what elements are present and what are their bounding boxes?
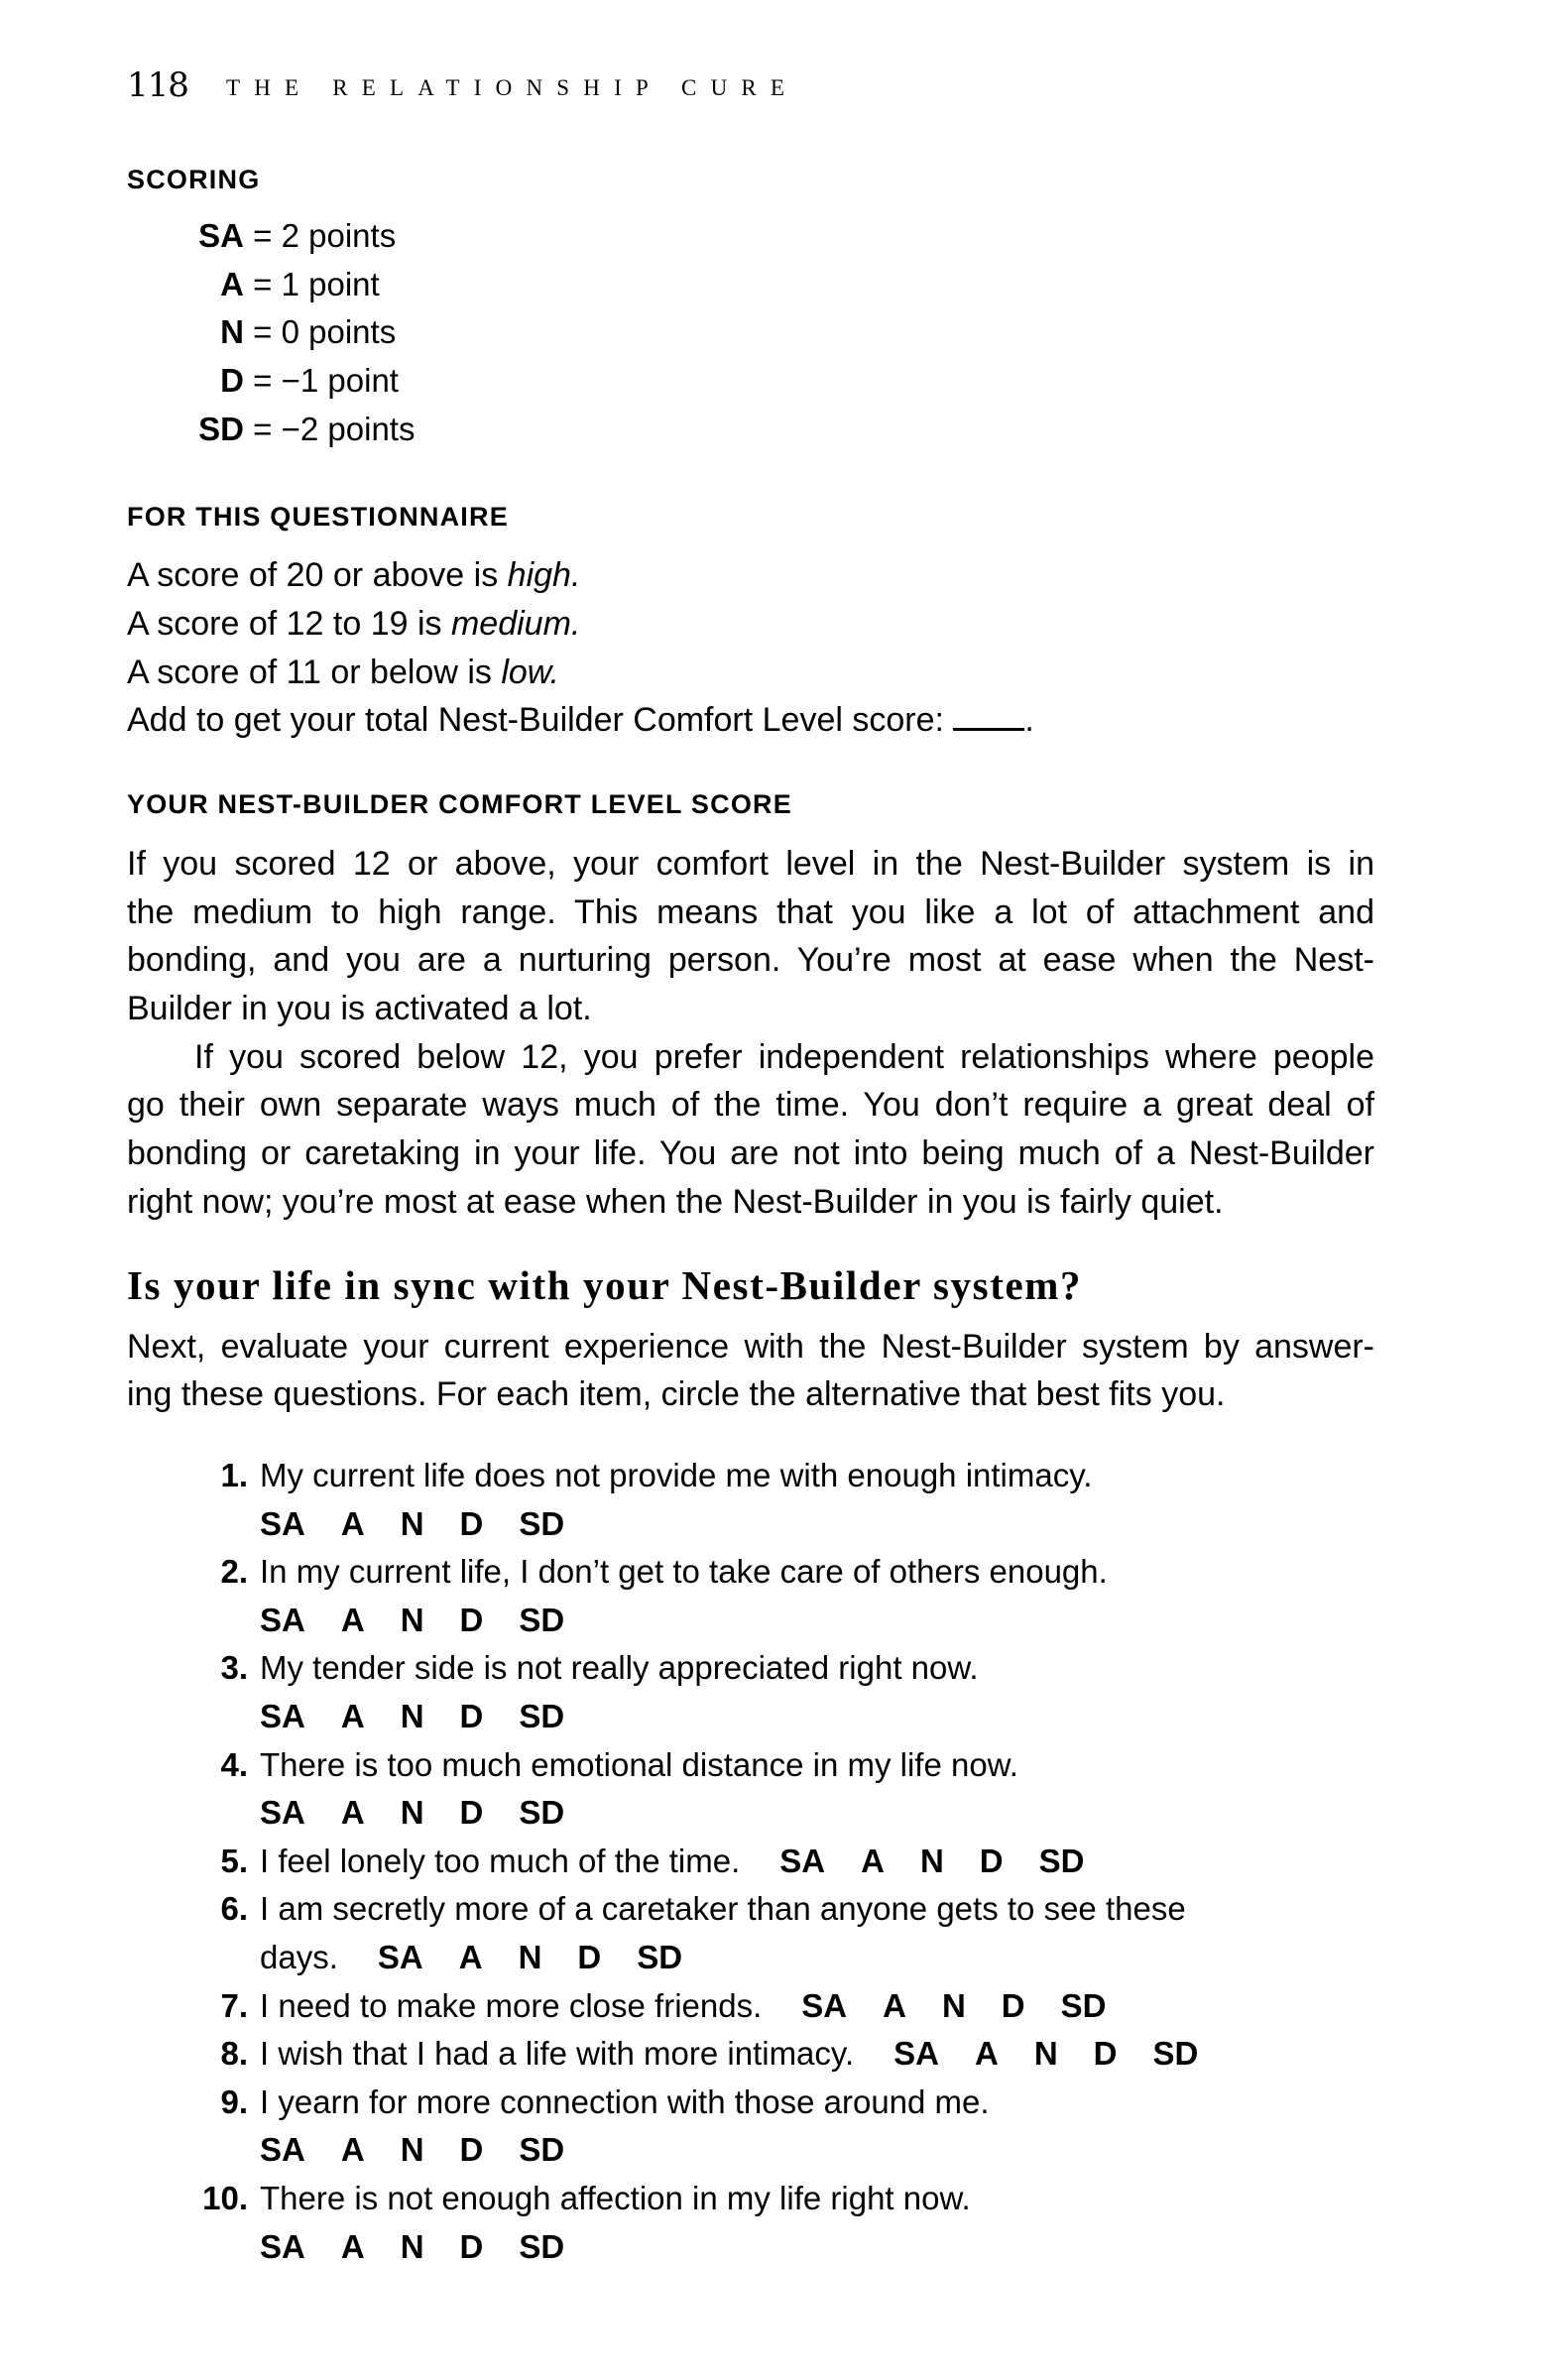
answer-option-sa[interactable]: SA xyxy=(801,1986,848,2024)
answer-option-sa[interactable]: SA xyxy=(260,1601,305,1638)
question-item xyxy=(260,1889,1186,1929)
answer-option-sa[interactable]: SA xyxy=(260,1504,305,1542)
score-level-text: A score of 11 or below is xyxy=(127,654,502,691)
scoring-row-sd xyxy=(127,410,415,449)
question-text: days. xyxy=(260,1939,338,1975)
answer-options xyxy=(260,1601,564,1640)
answer-option-d[interactable]: D xyxy=(459,1698,484,1734)
para1-line: If you scored 12 or above, your comfort level in the Nest-Builder system is in xyxy=(127,845,1374,883)
para2-line: go their own separate ways much of the time. You don’t require a great deal of xyxy=(127,1086,1374,1124)
question-item xyxy=(260,2034,1198,2074)
answer-option-sa[interactable]: SA xyxy=(779,1842,826,1879)
answer-option-d[interactable]: D xyxy=(459,2227,484,2265)
scoring-key: SD xyxy=(198,411,244,447)
answer-option-n[interactable]: N xyxy=(400,1601,424,1638)
para1-line: the medium to high range. This means that you like a lot of attachment and xyxy=(127,893,1374,931)
answer-options xyxy=(260,1793,564,1833)
answer-row xyxy=(260,2130,564,2170)
question-text: I wish that I had a life with more intimacy. xyxy=(260,2035,855,2073)
total-score-prompt: Add to get your total Nest-Builder Comfort Level score: xyxy=(127,701,944,739)
answer-row xyxy=(260,1793,564,1833)
answer-option-n[interactable]: N xyxy=(1033,2035,1058,2073)
question-number: 3. xyxy=(220,1649,248,1687)
answer-option-n[interactable]: N xyxy=(400,2227,424,2265)
para1-line: bonding, and you are a nurturing person. You’re most at ease when the Nest- xyxy=(127,941,1374,979)
question-text: My current life does not provide me with enough intimacy. xyxy=(260,1457,1093,1493)
answer-option-a[interactable]: A xyxy=(974,2035,999,2073)
answer-option-d[interactable]: D xyxy=(979,1842,1004,1879)
scoring-key: SA xyxy=(198,217,244,254)
answer-option-sd[interactable]: SD xyxy=(519,1794,565,1832)
page-number: 118 xyxy=(127,65,188,105)
scoring-row-a xyxy=(127,265,380,304)
answer-option-sa[interactable]: SA xyxy=(260,2131,305,2169)
answer-options xyxy=(801,1986,1106,2026)
question-text: My tender side is not really appreciated right now. xyxy=(260,1649,979,1687)
answer-row xyxy=(260,1504,564,1544)
question-text: There is not enough affection in my life right now. xyxy=(260,2180,971,2216)
answer-option-a[interactable]: A xyxy=(340,1794,365,1832)
score-level-high xyxy=(127,555,580,595)
answer-option-d[interactable]: D xyxy=(459,1504,484,1542)
question-number: 1. xyxy=(220,1457,248,1493)
answer-option-n[interactable]: N xyxy=(400,1794,424,1832)
answer-option-a[interactable]: A xyxy=(458,1939,483,1975)
answer-option-a[interactable]: A xyxy=(340,1504,365,1542)
answer-option-sd[interactable]: SD xyxy=(519,1698,565,1734)
answer-option-d[interactable]: D xyxy=(459,1601,484,1638)
answer-option-d[interactable]: D xyxy=(1001,1986,1025,2024)
scoring-value: = 0 points xyxy=(253,313,397,350)
score-level-medium xyxy=(127,604,580,644)
answer-option-a[interactable]: A xyxy=(883,1986,906,2024)
question-item xyxy=(260,2082,990,2122)
answer-option-a[interactable]: A xyxy=(340,1601,365,1638)
para2-line: If you scored below 12, you prefer independent relationships where people xyxy=(194,1038,1374,1076)
total-score-line xyxy=(127,700,1034,740)
para2-line: right now; you’re most at ease when the Nest-Builder in you is fairly quiet. xyxy=(127,1183,1224,1221)
total-score-period: . xyxy=(1024,701,1034,739)
answer-option-sa[interactable]: SA xyxy=(260,2227,305,2265)
question-number: 4. xyxy=(220,1745,248,1783)
answer-option-sa[interactable]: SA xyxy=(260,1794,305,1832)
answer-row xyxy=(260,1697,564,1736)
question-item xyxy=(260,1842,1084,1881)
scoring-value: = −2 points xyxy=(253,411,416,447)
question-number: 10. xyxy=(202,2180,248,2216)
question-text: I am secretly more of a caretaker than anyone gets to see these xyxy=(260,1890,1186,1928)
scoring-key: A xyxy=(220,266,244,302)
para1-line: Builder in you is activated a lot. xyxy=(127,990,592,1027)
answer-option-n[interactable]: N xyxy=(518,1939,542,1975)
scoring-heading: SCORING xyxy=(127,165,261,194)
answer-option-sd[interactable]: SD xyxy=(1152,2035,1199,2073)
answer-row xyxy=(260,1601,564,1640)
answer-option-a[interactable]: A xyxy=(340,1698,365,1734)
answer-option-sd[interactable]: SD xyxy=(519,1601,565,1638)
score-level-text: A score of 20 or above is xyxy=(127,556,508,594)
answer-option-n[interactable]: N xyxy=(400,2131,424,2169)
question-text: I need to make more close friends. xyxy=(260,1986,763,2024)
question-item xyxy=(260,1552,1108,1592)
answer-options xyxy=(260,1697,564,1736)
scoring-value: = 2 points xyxy=(253,217,397,254)
score-level-label: low. xyxy=(501,654,559,691)
question-text: I yearn for more connection with those around me. xyxy=(260,2082,990,2120)
answer-option-d[interactable]: D xyxy=(1093,2035,1118,2073)
scoring-value: = 1 point xyxy=(253,266,380,302)
question-item-continuation xyxy=(260,1938,682,1977)
score-level-text: A score of 12 to 19 is xyxy=(127,605,451,643)
question-text: I feel lonely too much of the time. xyxy=(260,1842,741,1879)
answer-option-n[interactable]: N xyxy=(400,1504,424,1542)
scoring-value: = −1 point xyxy=(253,362,399,399)
question-text: In my current life, I don’t get to take care of others enough. xyxy=(260,1553,1108,1591)
scoring-row-n xyxy=(127,312,396,352)
question-item xyxy=(260,2179,971,2218)
question-number: 9. xyxy=(220,2082,248,2120)
question-number: 5. xyxy=(220,1842,248,1879)
question-number: 8. xyxy=(220,2035,248,2073)
score-level-low xyxy=(127,653,559,692)
total-score-blank-field[interactable] xyxy=(953,700,1024,731)
scoring-row-d xyxy=(127,361,399,401)
book-title: THE RELATIONSHIP CURE xyxy=(226,75,799,100)
answer-option-sa[interactable]: SA xyxy=(260,1698,305,1734)
intro-line: Next, evaluate your current experience with the Nest-Builder system by answer- xyxy=(127,1328,1374,1366)
intro-line: ing these questions. For each item, circle the alternative that best fits you. xyxy=(127,1375,1226,1413)
answer-option-sd[interactable]: SD xyxy=(1038,1842,1085,1879)
answer-option-a[interactable]: A xyxy=(340,2131,365,2169)
section-heading: Is your life in sync with your Nest-Builder system? xyxy=(127,1262,1083,1308)
question-number: 7. xyxy=(220,1986,248,2024)
para2-line: bonding or caretaking in your life. You are not into being much of a Nest-Builder xyxy=(127,1134,1374,1172)
answer-option-n[interactable]: N xyxy=(919,1842,944,1879)
question-number: 2. xyxy=(220,1553,248,1591)
answer-option-sa[interactable]: SA xyxy=(893,2035,939,2073)
answer-option-sd[interactable]: SD xyxy=(637,1939,683,1975)
answer-option-n[interactable]: N xyxy=(400,1698,424,1734)
question-number: 6. xyxy=(220,1890,248,1928)
answer-option-sd[interactable]: SD xyxy=(519,2131,565,2169)
scoring-row-sa xyxy=(127,216,396,256)
answer-options xyxy=(378,1938,682,1977)
question-text: There is too much emotional distance in my life now. xyxy=(260,1745,1018,1783)
answer-options xyxy=(260,1504,564,1544)
question-item xyxy=(260,1986,1106,2026)
answer-option-a[interactable]: A xyxy=(340,2227,365,2265)
score-level-label: medium. xyxy=(450,605,581,643)
answer-option-d[interactable]: D xyxy=(459,1794,484,1832)
answer-option-d[interactable]: D xyxy=(459,2131,484,2169)
question-item xyxy=(260,1745,1018,1785)
answer-option-sd[interactable]: SD xyxy=(1060,1986,1107,2024)
answer-options xyxy=(260,2130,564,2170)
question-item xyxy=(260,1648,979,1688)
answer-option-n[interactable]: N xyxy=(941,1986,966,2024)
scoring-key: N xyxy=(220,313,244,350)
answer-option-sd[interactable]: SD xyxy=(519,2227,565,2265)
answer-option-sd[interactable]: SD xyxy=(519,1504,565,1542)
comfort-score-heading: YOUR NEST-BUILDER COMFORT LEVEL SCORE xyxy=(127,789,792,819)
score-level-label: high. xyxy=(507,556,581,594)
answer-option-d[interactable]: D xyxy=(577,1939,602,1975)
answer-options xyxy=(779,1842,1084,1881)
scoring-key: D xyxy=(220,362,244,399)
questionnaire-heading: FOR THIS QUESTIONNAIRE xyxy=(127,502,509,532)
answer-options xyxy=(260,2227,564,2267)
answer-options xyxy=(893,2034,1198,2074)
answer-option-sa[interactable]: SA xyxy=(377,1939,423,1975)
answer-option-a[interactable]: A xyxy=(861,1842,885,1879)
answer-row xyxy=(260,2227,564,2267)
question-item xyxy=(260,1456,1092,1495)
